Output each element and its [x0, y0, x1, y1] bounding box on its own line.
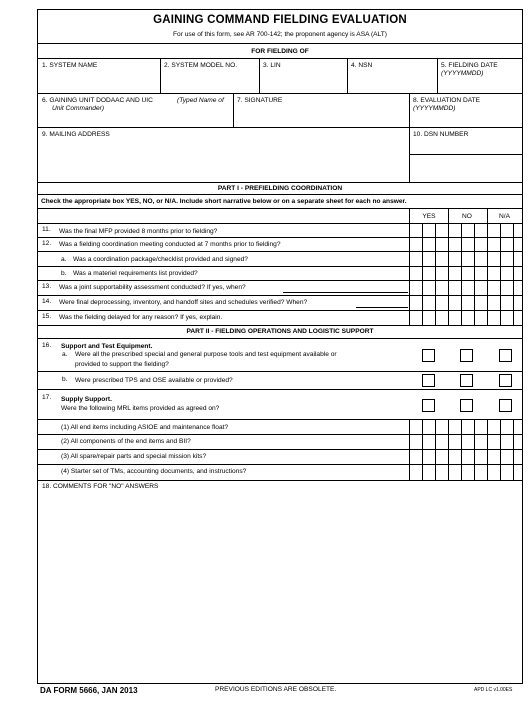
q17-item2-yes-checkbox[interactable] — [423, 435, 434, 448]
q16b-na-checkbox[interactable] — [499, 374, 512, 387]
q11-yes-checkbox[interactable] — [423, 224, 434, 236]
q17-item4-yes-checkbox[interactable] — [423, 465, 434, 478]
q17-item2-na-checkbox[interactable] — [501, 435, 512, 448]
q12b-letter: b. — [61, 270, 67, 277]
part2-heading: PART II - FIELDING OPERATIONS AND LOGISTIC SUPPORT — [186, 328, 374, 335]
q15-number: 15. — [42, 313, 52, 320]
dsn-number-label: 10. DSN NUMBER — [413, 131, 469, 138]
q16a-yes-checkbox[interactable] — [422, 349, 435, 362]
gaining-unit-hint: (Typed Name of — [177, 97, 224, 104]
q17-item1-yes-checkbox[interactable] — [423, 420, 434, 433]
q12-no-checkbox[interactable] — [462, 238, 473, 250]
dsn-number-field[interactable] — [410, 140, 522, 153]
lin-label: 3. LIN — [263, 62, 281, 69]
q12-text: Was a fielding coordination meeting conducted at 7 months prior to fielding? — [59, 241, 281, 248]
q11-na-checkbox[interactable] — [501, 224, 512, 236]
q13-na-checkbox[interactable] — [501, 281, 512, 293]
fielding-date-field[interactable] — [438, 78, 522, 92]
q17-item1: (1) All end items including ASIOE and maintenance float? — [61, 424, 229, 431]
part1-heading: PART I - PREFIELDING COORDINATION — [217, 185, 343, 192]
q17-item2: (2) All components of the end items and BII? — [61, 438, 191, 445]
column-yes: YES — [422, 213, 436, 220]
q17-item1-na-checkbox[interactable] — [501, 420, 512, 433]
q16a-letter: a. — [62, 351, 68, 358]
obsolete-notice: PREVIOUS EDITIONS ARE OBSOLETE. — [215, 686, 337, 693]
q12a-yes-checkbox[interactable] — [423, 252, 434, 264]
q16a-na-checkbox[interactable] — [499, 349, 512, 362]
gaining-unit-hint-2: Unit Commander) — [52, 105, 105, 112]
q13-number: 13. — [42, 283, 52, 290]
q14-number: 14. — [42, 298, 52, 305]
q12a-no-checkbox[interactable] — [462, 252, 473, 264]
system-model-field[interactable] — [161, 70, 258, 92]
gaining-unit-field[interactable] — [38, 113, 232, 126]
q17-na-checkbox[interactable] — [499, 399, 512, 412]
q15-yes-checkbox[interactable] — [423, 311, 434, 323]
q13-text: Was a joint supportability assessment conducted? If yes, when? — [59, 284, 246, 291]
q17-item3-na-checkbox[interactable] — [501, 450, 512, 463]
q14-yes-checkbox[interactable] — [423, 296, 434, 308]
q16b-no-checkbox[interactable] — [460, 374, 473, 387]
comments-textarea[interactable] — [39, 493, 521, 681]
evaluation-date-field[interactable] — [410, 114, 522, 126]
nsn-field[interactable] — [348, 70, 436, 92]
q15-na-checkbox[interactable] — [501, 311, 512, 323]
q12b-na-checkbox[interactable] — [501, 267, 512, 279]
q13-no-checkbox[interactable] — [462, 281, 473, 293]
q17-no-checkbox[interactable] — [460, 399, 473, 412]
q16a-no-checkbox[interactable] — [460, 349, 473, 362]
q18-label: 18. COMMENTS FOR "NO" ANSWERS — [42, 483, 159, 490]
q16a-text-line2: provided to support the fielding? — [75, 361, 169, 368]
lin-field[interactable] — [260, 70, 346, 92]
system-name-label: 1. SYSTEM NAME — [42, 62, 98, 69]
q16-title: Support and Test Equipment. — [61, 343, 153, 350]
q16a-text-line1: Were all the prescribed special and general purpose tools and test equipment available or — [75, 351, 337, 358]
form-title: GAINING COMMAND FIELDING EVALUATION — [153, 14, 407, 26]
part1-instruction: Check the appropriate box YES, NO, or N/A. Include short narrative below or on a separate sheet for each no answer. — [41, 198, 407, 205]
q15-text: Was the fielding delayed for any reason? If yes, explain. — [59, 314, 223, 321]
q12b-yes-checkbox[interactable] — [423, 267, 434, 279]
column-na: N/A — [499, 213, 510, 220]
q14-when-line[interactable] — [356, 307, 408, 308]
q16b-yes-checkbox[interactable] — [422, 374, 435, 387]
mailing-address-field[interactable] — [38, 140, 408, 181]
q12a-na-checkbox[interactable] — [501, 252, 512, 264]
q17-item4-no-checkbox[interactable] — [462, 465, 473, 478]
q17-intro: Were the following MRL items provided as agreed on? — [61, 405, 220, 412]
q17-item1-no-checkbox[interactable] — [462, 420, 473, 433]
q15-no-checkbox[interactable] — [462, 311, 473, 323]
q16-number: 16. — [42, 342, 52, 349]
q14-na-checkbox[interactable] — [501, 296, 512, 308]
system-name-field[interactable] — [38, 70, 159, 92]
q12b-no-checkbox[interactable] — [462, 267, 473, 279]
q17-title: Supply Support. — [61, 396, 112, 403]
q16b-letter: b. — [62, 376, 68, 383]
q12a-letter: a. — [61, 256, 67, 263]
q12b-text: Was a materiel requirements list provided? — [73, 270, 198, 277]
system-model-label: 2. SYSTEM MODEL NO. — [164, 62, 238, 69]
evaluation-date-label: 8. EVALUATION DATE — [413, 97, 481, 104]
form-id: DA FORM 5666, JAN 2013 — [40, 686, 138, 695]
q14-text: Were final deprocessing, inventory, and handoff sites and schedules verified? When? — [59, 299, 308, 306]
mailing-address-label: 9. MAILING ADDRESS — [42, 131, 110, 138]
q17-item4-na-checkbox[interactable] — [501, 465, 512, 478]
version-label: APD LC v1.00ES — [474, 687, 513, 693]
signature-label: 7. SIGNATURE — [237, 97, 283, 104]
q17-number: 17. — [42, 394, 52, 401]
q12-na-checkbox[interactable] — [501, 238, 512, 250]
fielding-date-hint: (YYYYMMDD) — [441, 70, 484, 77]
gaining-unit-label: 6. GAINING UNIT DODAAC AND UIC — [42, 97, 153, 104]
for-fielding-of-heading: FOR FIELDING OF — [251, 48, 309, 55]
column-no: NO — [462, 213, 472, 220]
q11-text: Was the final MFP provided 8 months prior to fielding? — [59, 228, 218, 235]
q12-number: 12. — [42, 240, 52, 247]
evaluation-date-hint: (YYYYMMDD) — [413, 105, 456, 112]
nsn-label: 4. NSN — [351, 62, 373, 69]
q17-item3-no-checkbox[interactable] — [462, 450, 473, 463]
q17-item3: (3) All spare/repair parts and special mission kits? — [61, 453, 207, 460]
q17-item2-no-checkbox[interactable] — [462, 435, 473, 448]
q13-yes-checkbox[interactable] — [423, 281, 434, 293]
q16b-text: Were prescribed TPS and OSE available or provided? — [75, 377, 233, 384]
q17-item4: (4) Starter set of TMs, accounting documents, and instructions? — [61, 468, 247, 475]
form-subtitle: For use of this form, see AR 700-142; the proponent agency is ASA (ALT) — [173, 31, 387, 38]
q14-no-checkbox[interactable] — [462, 296, 473, 308]
q11-number: 11. — [42, 226, 51, 233]
q17-yes-checkbox[interactable] — [422, 399, 435, 412]
q12-yes-checkbox[interactable] — [423, 238, 434, 250]
q13-when-line[interactable] — [283, 292, 408, 293]
q11-no-checkbox[interactable] — [462, 224, 473, 236]
q17-item3-yes-checkbox[interactable] — [423, 450, 434, 463]
fielding-date-label: 5. FIELDING DATE — [441, 62, 498, 69]
signature-field[interactable] — [234, 106, 408, 126]
q12a-text: Was a coordination package/checklist provided and signed? — [73, 256, 248, 263]
